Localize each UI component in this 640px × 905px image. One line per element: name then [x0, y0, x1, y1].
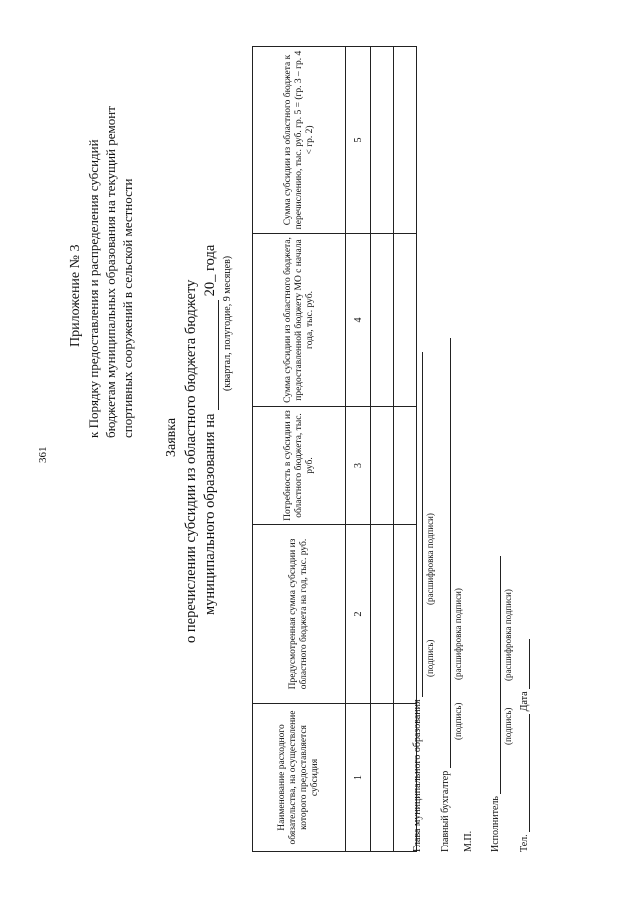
phone-blank — [519, 714, 530, 832]
page-number: 361 — [37, 446, 49, 463]
header-cell-4: Сумма субсидии из областного бюджета, предоставленной бюджету МО с начала года, тыс. руб. — [253, 234, 346, 407]
header-cell-3: Потребность в субсидии из областного бюджета, тыс. руб. — [253, 407, 346, 525]
column-number-2: 2 — [346, 525, 371, 704]
period-hint: (квартал, полугодие, 9 месяцев) — [222, 255, 233, 391]
executor-decode-hint: (расшифровка подписи) — [503, 589, 513, 681]
accountant-label: Главный бухгалтер — [440, 770, 451, 852]
column-number-1: 1 — [346, 704, 371, 852]
heading-prefix: муниципального образования на — [202, 413, 218, 615]
table-cell — [371, 525, 394, 704]
head-signature-line — [412, 352, 423, 852]
phone-label: Тел. — [519, 834, 530, 852]
table-cell — [394, 47, 417, 234]
table-cell — [371, 407, 394, 525]
date-blank — [519, 639, 530, 689]
table-cell — [371, 704, 394, 852]
stamp-label: М.П. — [463, 830, 474, 852]
table-cell — [371, 234, 394, 407]
executor-sign-hint: (подпись) — [503, 707, 513, 745]
period-blank-line — [208, 300, 219, 410]
document-heading-line-1: о перечислении субсидии из областного бюджета бюджету — [183, 279, 199, 643]
executor-label: Исполнитель — [490, 796, 501, 852]
head-decode-hint: (расшифровка подписи) — [425, 513, 435, 605]
column-number-5: 5 — [346, 47, 371, 234]
column-number-3: 3 — [346, 407, 371, 525]
document-title: Заявка — [164, 417, 179, 457]
executor-signature-line — [490, 556, 501, 852]
head-sign-hint: (подпись) — [425, 639, 435, 677]
heading-suffix: 20_ года — [202, 244, 218, 297]
executor-signature-blank — [490, 556, 501, 794]
table-number-row — [346, 47, 371, 852]
subsidy-table — [252, 46, 417, 852]
phone-date-line — [519, 639, 530, 852]
accountant-decode-hint: (расшифровка подписи) — [453, 588, 463, 680]
accountant-signature-line — [440, 338, 451, 852]
table-cell — [371, 47, 394, 234]
head-signature-blank — [412, 352, 423, 697]
appendix-title: Приложение № 3 — [68, 244, 83, 347]
appendix-line-2: бюджетам муниципальных образования на текущий ремонт — [103, 106, 118, 438]
header-cell-1: Наименование расходного обязательства, на осуществление которого предоставляется субсидия — [253, 704, 346, 852]
appendix-line-1: к Порядку предоставления и распределения субсидий — [86, 139, 101, 438]
appendix-line-3: спортивных сооружений в сельской местности — [120, 178, 135, 438]
date-label: Дата — [519, 691, 530, 712]
table-row — [371, 47, 394, 852]
head-label: Глава муниципального образования — [412, 699, 423, 852]
accountant-signature-blank — [440, 338, 451, 768]
table-header-row — [253, 47, 346, 852]
column-number-4: 4 — [346, 234, 371, 407]
header-cell-2: Предусмотренная сумма субсидии из областного бюджета на год, тыс. руб. — [253, 525, 346, 704]
document-heading-line-2 — [202, 245, 219, 615]
accountant-sign-hint: (подпись) — [453, 702, 463, 740]
header-cell-5: Сумма субсидии из областного бюджета к перечислению, тыс. руб. гр. 5 = (гр. 3 – гр. 4 < гр. 2) — [253, 47, 346, 234]
